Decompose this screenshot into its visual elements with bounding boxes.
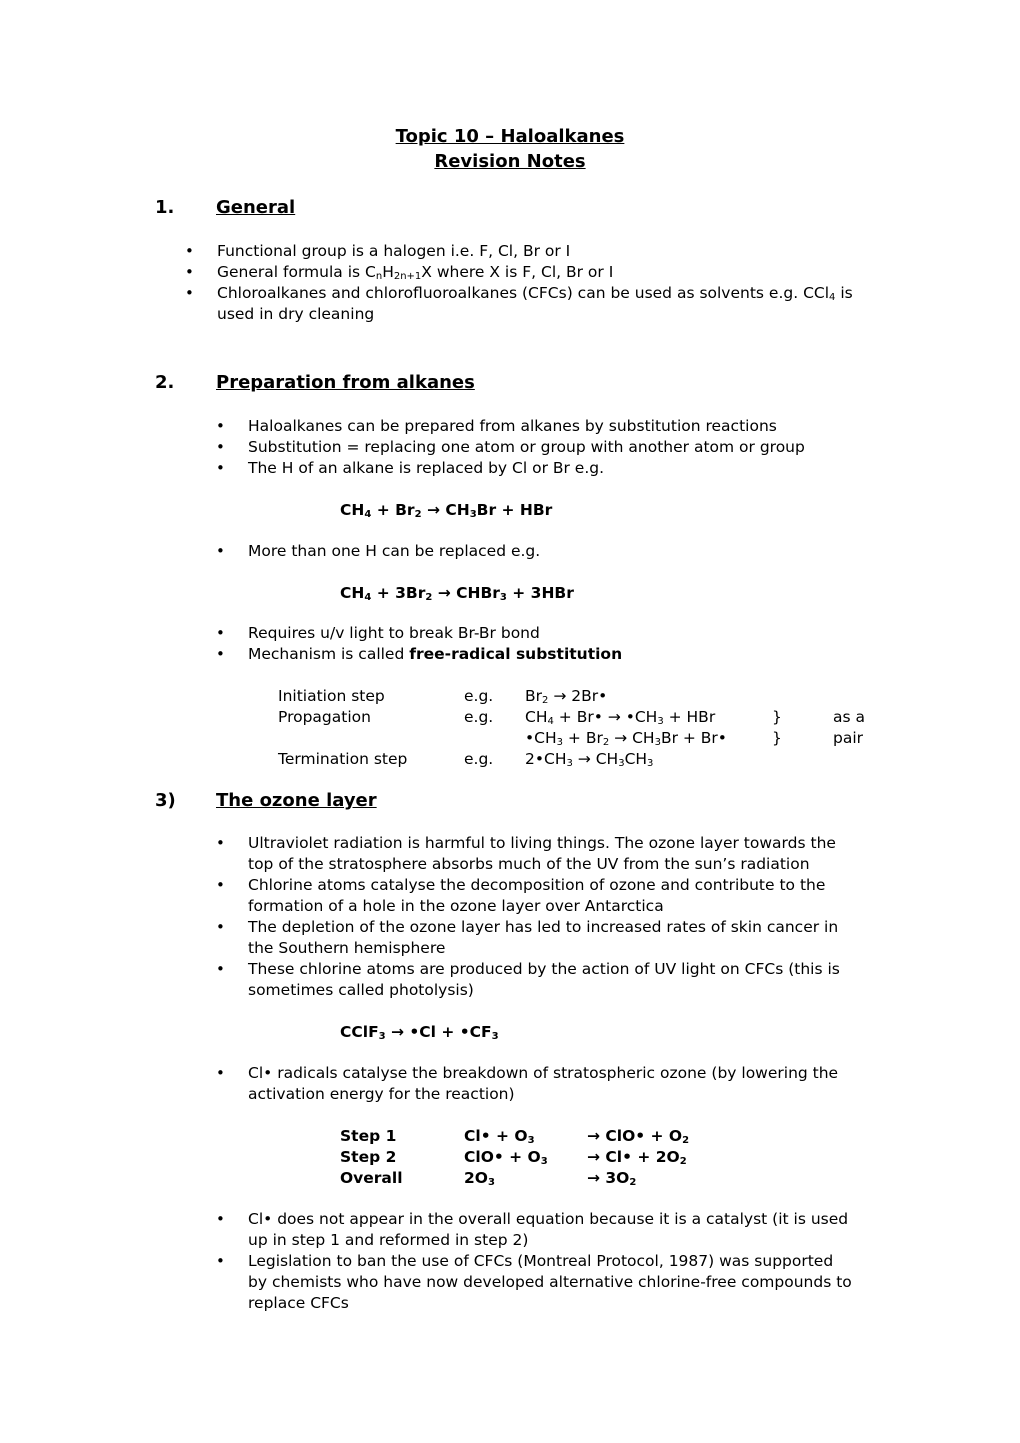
mechanism-brace: } bbox=[772, 708, 782, 726]
section-2-bullet-list-c bbox=[216, 623, 856, 665]
step-products: → ClO• + $O_2$ bbox=[587, 1127, 690, 1146]
mechanism-equation: $CH_4$ + Br• → $•CH_3$ + HBr bbox=[525, 708, 716, 727]
mechanism-eg: e.g. bbox=[464, 750, 494, 768]
step-reactants: $2O_3$ bbox=[464, 1169, 495, 1188]
mechanism-brace: } bbox=[772, 729, 782, 747]
mechanism-stage: Initiation step bbox=[278, 687, 385, 705]
mechanism-row bbox=[278, 686, 878, 707]
list-item: • More than one H can be replaced e.g. bbox=[216, 541, 856, 562]
section-2-bullet-list-a bbox=[216, 416, 856, 479]
mechanism-note: as a bbox=[833, 708, 865, 726]
list-item: • The depletion of the ozone layer has led to increased rates of skin cancer in the Southern hemisphere bbox=[216, 917, 856, 959]
equation-multiple-substitution: $CH_4 + 3Br_2$ → CHBr$_3$ + 3HBr bbox=[340, 584, 574, 603]
equation-photolysis: CClF$_3$ → •Cl + $•CF_3$ bbox=[340, 1023, 499, 1042]
section-1-bullet-list bbox=[185, 241, 855, 325]
list-item: • Ultraviolet radiation is harmful to living things. The ozone layer towards the top of the stratosphere absorbs much of the UV from the sun’s radiation bbox=[216, 833, 856, 875]
list-item: • Mechanism is called free-radical substitution bbox=[216, 644, 856, 665]
page-subtitle: Revision Notes bbox=[434, 151, 586, 172]
section-1-number: 1. bbox=[155, 197, 175, 218]
section-3-number: 3) bbox=[155, 790, 176, 811]
step-reactants: Cl• + $O_3$ bbox=[464, 1127, 535, 1146]
section-3-bullet-list-a bbox=[216, 833, 856, 1001]
list-item: • Chloroalkanes and chlorofluoroalkanes (CFCs) can be used as solvents e.g. CCl$_4$ is used in dry cleaning bbox=[185, 283, 855, 325]
mechanism-equation: $•CH_3 + Br_2 \to CH_3Br$ + Br• bbox=[525, 729, 727, 748]
section-3-bullet-list-c bbox=[216, 1209, 856, 1314]
mechanism-row bbox=[278, 728, 878, 749]
section-3-heading: The ozone layer bbox=[216, 790, 377, 811]
list-item: • Chlorine atoms catalyse the decomposition of ozone and contribute to the formation of a hole in the ozone layer over Antarctica bbox=[216, 875, 856, 917]
mechanism-row bbox=[278, 707, 878, 728]
step-reactants: ClO• + $O_3$ bbox=[464, 1148, 548, 1167]
step-products: → $3O_2$ bbox=[587, 1169, 637, 1188]
section-1-heading: General bbox=[216, 197, 296, 218]
equation-bromination: $CH_4 + Br_2 \to CH_3Br$ + HBr bbox=[340, 501, 553, 520]
mechanism-eg: e.g. bbox=[464, 687, 494, 705]
mechanism-stage: Propagation bbox=[278, 708, 371, 726]
ozone-step-row bbox=[340, 1147, 740, 1168]
mechanism-note: pair bbox=[833, 729, 864, 747]
list-item: • Haloalkanes can be prepared from alkanes by substitution reactions bbox=[216, 416, 856, 437]
section-3-bullet-list-b bbox=[216, 1063, 856, 1105]
mechanism-row bbox=[278, 749, 878, 770]
section-2-bullet-list-b bbox=[216, 541, 856, 562]
step-label: Step 1 bbox=[340, 1127, 397, 1145]
list-item: • Cl• does not appear in the overall equation because it is a catalyst (it is used up in step 1 and reformed in step 2) bbox=[216, 1209, 856, 1251]
mechanism-stage: Termination step bbox=[278, 750, 408, 768]
list-item: • Substitution = replacing one atom or group with another atom or group bbox=[216, 437, 856, 458]
step-label: Overall bbox=[340, 1169, 403, 1187]
ozone-step-row bbox=[340, 1126, 740, 1147]
step-products: → Cl• + $2O_2$ bbox=[587, 1148, 687, 1167]
list-item: • Requires u/v light to break Br-Br bond bbox=[216, 623, 856, 644]
list-item: • General formula is $C_nH_{2n+1}X$ where X is F, Cl, Br or I bbox=[185, 262, 855, 283]
section-2-heading: Preparation from alkanes bbox=[216, 372, 475, 393]
mechanism-equation: $2•CH_3 \to CH_3CH_3$ bbox=[525, 750, 654, 769]
page-title: Topic 10 – Haloalkanes bbox=[395, 126, 625, 147]
step-label: Step 2 bbox=[340, 1148, 397, 1166]
list-item: • Cl• radicals catalyse the breakdown of stratospheric ozone (by lowering the activation energy for the reaction) bbox=[216, 1063, 856, 1105]
list-item: • These chlorine atoms are produced by the action of UV light on CFCs (this is sometimes called photolysis) bbox=[216, 959, 856, 1001]
list-item: • Functional group is a halogen i.e. F, Cl, Br or I bbox=[185, 241, 855, 262]
section-2-number: 2. bbox=[155, 372, 175, 393]
ozone-step-row bbox=[340, 1168, 740, 1189]
list-item: • Legislation to ban the use of CFCs (Montreal Protocol, 1987) was supported by chemists who have now developed alternative chlorine-free compounds to replace CFCs bbox=[216, 1251, 856, 1314]
mechanism-equation: $Br_2$ → 2Br• bbox=[525, 687, 608, 706]
mechanism-eg: e.g. bbox=[464, 708, 494, 726]
list-item: • The H of an alkane is replaced by Cl or Br e.g. bbox=[216, 458, 856, 479]
